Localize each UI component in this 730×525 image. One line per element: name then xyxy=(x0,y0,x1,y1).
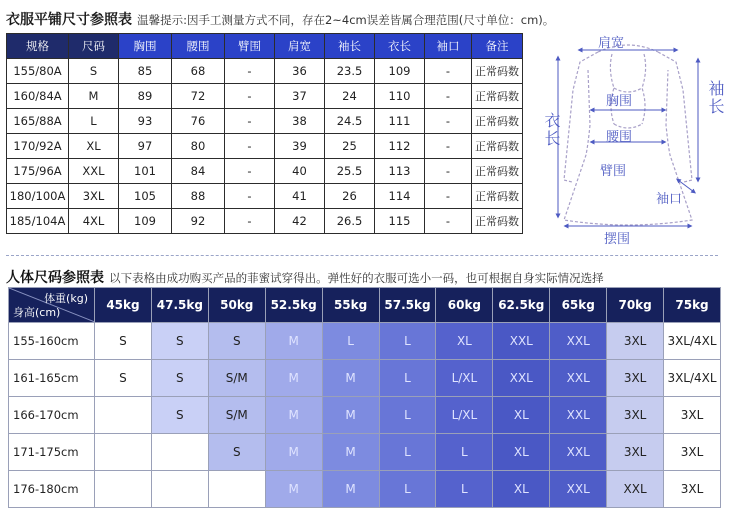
size-recommendation-cell: S xyxy=(208,434,265,471)
size-cell: 109 xyxy=(119,209,172,234)
size-cell: S xyxy=(69,59,119,84)
size-chart-table xyxy=(6,33,523,234)
arm-label: 臂围 xyxy=(600,164,627,179)
size-recommendation-cell xyxy=(95,397,152,434)
size-recommendation-cell: 3XL xyxy=(664,434,721,471)
size-recommendation-cell: M xyxy=(265,360,322,397)
size-cell: M xyxy=(69,84,119,109)
size-cell: 80 xyxy=(172,134,225,159)
size-header-cell: 尺码 xyxy=(69,34,119,59)
size-cell: 185/104A xyxy=(7,209,69,234)
size-recommendation-cell: M xyxy=(265,397,322,434)
table-row xyxy=(7,134,523,159)
weight-header-cell: 45kg xyxy=(95,288,152,323)
section-divider xyxy=(6,255,718,256)
size-cell: 155/80A xyxy=(7,59,69,84)
size-recommendation-cell: XL xyxy=(493,471,550,508)
size-cell: 165/88A xyxy=(7,109,69,134)
table-row xyxy=(7,109,523,134)
shoulder-label: 肩宽 xyxy=(598,36,625,51)
size-recommendation-cell: L xyxy=(379,397,436,434)
size-chart-body xyxy=(7,59,523,234)
hem-label: 摆围 xyxy=(604,232,631,247)
size-cell: 72 xyxy=(172,84,225,109)
size-cell: 113 xyxy=(375,159,425,184)
size-cell: 正常码数 xyxy=(472,159,523,184)
size-cell: - xyxy=(225,109,275,134)
size-recommendation-cell xyxy=(95,471,152,508)
size-chart-title: 衣服平铺尺寸参照表 xyxy=(6,12,132,28)
size-recommendation-cell: S xyxy=(208,323,265,360)
size-cell: 88 xyxy=(172,184,225,209)
size-recommendation-cell: XXL xyxy=(493,323,550,360)
size-cell: 正常码数 xyxy=(472,84,523,109)
sleeve-length-label: 袖长 xyxy=(706,80,725,116)
table-row xyxy=(7,209,523,234)
size-cell: 42 xyxy=(275,209,325,234)
size-cell: 180/100A xyxy=(7,184,69,209)
size-cell: 4XL xyxy=(69,209,119,234)
size-cell: 36 xyxy=(275,59,325,84)
size-recommendation-cell: M xyxy=(322,397,379,434)
corner-weight-label: 体重(kg) xyxy=(44,292,88,305)
size-recommendation-cell: L xyxy=(379,471,436,508)
size-recommendation-cell: L xyxy=(322,323,379,360)
table-row xyxy=(7,59,523,84)
table-row xyxy=(9,434,721,471)
size-cell: 38 xyxy=(275,109,325,134)
size-cell: 37 xyxy=(275,84,325,109)
weight-header-cell: 50kg xyxy=(208,288,265,323)
size-recommendation-cell: 3XL/4XL xyxy=(664,360,721,397)
size-recommendation-cell xyxy=(151,434,208,471)
weight-header-row xyxy=(9,288,721,323)
size-recommendation-cell: XXL xyxy=(550,471,607,508)
size-recommendation-cell: 3XL xyxy=(664,397,721,434)
table-row xyxy=(9,397,721,434)
size-cell: 24.5 xyxy=(325,109,375,134)
table-corner-cell xyxy=(9,288,95,323)
table-row xyxy=(9,471,721,508)
size-cell: 25.5 xyxy=(325,159,375,184)
size-cell: 170/92A xyxy=(7,134,69,159)
size-recommendation-cell: S xyxy=(151,323,208,360)
size-cell: 97 xyxy=(119,134,172,159)
height-range-cell: 176-180cm xyxy=(9,471,95,508)
size-cell: - xyxy=(425,184,472,209)
size-cell: - xyxy=(425,84,472,109)
size-cell: 160/84A xyxy=(7,84,69,109)
size-recommendation-cell: XL xyxy=(436,323,493,360)
size-recommendation-cell: 3XL xyxy=(607,397,664,434)
size-recommendation-cell xyxy=(151,471,208,508)
size-recommendation-cell: S xyxy=(151,360,208,397)
size-recommendation-cell: M xyxy=(265,471,322,508)
size-cell: 175/96A xyxy=(7,159,69,184)
size-recommendation-cell: XXL xyxy=(550,323,607,360)
table-row xyxy=(7,159,523,184)
size-recommendation-cell: XXL xyxy=(550,397,607,434)
size-cell: 39 xyxy=(275,134,325,159)
size-recommendation-cell: S xyxy=(95,323,152,360)
size-cell: - xyxy=(225,184,275,209)
height-range-cell: 155-160cm xyxy=(9,323,95,360)
size-cell: - xyxy=(425,59,472,84)
size-cell: 101 xyxy=(119,159,172,184)
size-cell: 89 xyxy=(119,84,172,109)
size-chart-title-row xyxy=(6,9,554,29)
size-recommendation-cell: S xyxy=(95,360,152,397)
size-cell: 105 xyxy=(119,184,172,209)
size-cell: 93 xyxy=(119,109,172,134)
size-cell: 正常码数 xyxy=(472,134,523,159)
size-recommendation-cell: XL xyxy=(493,434,550,471)
size-header-cell: 臂围 xyxy=(225,34,275,59)
size-cell: - xyxy=(425,109,472,134)
size-cell: 正常码数 xyxy=(472,109,523,134)
size-recommendation-cell: L/XL xyxy=(436,397,493,434)
weight-chart-note: 以下表格由成功购买产品的菲蜜试穿得出。弹性好的衣服可选小一码，也可根据自身实际情况选择 xyxy=(109,271,604,285)
chest-label: 胸围 xyxy=(606,94,633,109)
size-header-cell: 袖长 xyxy=(325,34,375,59)
size-cell: 112 xyxy=(375,134,425,159)
weight-header-cell: 65kg xyxy=(550,288,607,323)
table-row xyxy=(9,323,721,360)
size-cell: 111 xyxy=(375,109,425,134)
size-cell: 84 xyxy=(172,159,225,184)
size-chart-header-row xyxy=(7,34,523,59)
size-cell: 76 xyxy=(172,109,225,134)
size-recommendation-cell: XXL xyxy=(493,360,550,397)
size-recommendation-cell: M xyxy=(265,323,322,360)
weight-header-cell: 60kg xyxy=(436,288,493,323)
size-recommendation-cell: L xyxy=(436,434,493,471)
weight-header-cell: 47.5kg xyxy=(151,288,208,323)
cuff-label: 袖口 xyxy=(656,192,683,207)
height-range-cell: 161-165cm xyxy=(9,360,95,397)
size-cell: XXL xyxy=(69,159,119,184)
table-row xyxy=(7,84,523,109)
size-recommendation-cell: 3XL xyxy=(607,434,664,471)
size-cell: - xyxy=(225,209,275,234)
size-recommendation-cell: 3XL xyxy=(607,323,664,360)
size-cell: - xyxy=(425,209,472,234)
size-cell: 68 xyxy=(172,59,225,84)
size-recommendation-cell: XXL xyxy=(550,434,607,471)
weight-table-body xyxy=(9,323,721,508)
size-recommendation-cell: S/M xyxy=(208,360,265,397)
size-cell: 正常码数 xyxy=(472,59,523,84)
size-recommendation-cell: M xyxy=(322,471,379,508)
size-recommendation-cell: XXL xyxy=(550,360,607,397)
size-recommendation-cell: L xyxy=(379,323,436,360)
size-recommendation-cell: S/M xyxy=(208,397,265,434)
weight-height-table xyxy=(8,287,721,508)
size-cell: 26.5 xyxy=(325,209,375,234)
size-cell: - xyxy=(225,59,275,84)
size-recommendation-cell xyxy=(208,471,265,508)
size-cell: 正常码数 xyxy=(472,209,523,234)
size-recommendation-cell: M xyxy=(322,360,379,397)
weight-header-cell: 57.5kg xyxy=(379,288,436,323)
size-cell: 25 xyxy=(325,134,375,159)
size-recommendation-cell: L xyxy=(436,471,493,508)
size-cell: 26 xyxy=(325,184,375,209)
size-cell: 41 xyxy=(275,184,325,209)
size-cell: 3XL xyxy=(69,184,119,209)
size-header-cell: 规格 xyxy=(7,34,69,59)
size-header-cell: 备注 xyxy=(472,34,523,59)
size-cell: XL xyxy=(69,134,119,159)
table-row xyxy=(7,184,523,209)
size-recommendation-cell: S xyxy=(151,397,208,434)
size-recommendation-cell: L xyxy=(379,360,436,397)
size-cell: 23.5 xyxy=(325,59,375,84)
size-cell: 109 xyxy=(375,59,425,84)
size-recommendation-cell: 3XL xyxy=(664,471,721,508)
size-cell: - xyxy=(225,159,275,184)
size-recommendation-cell: XXL xyxy=(607,471,664,508)
weight-header-cell: 75kg xyxy=(664,288,721,323)
size-header-cell: 腰围 xyxy=(172,34,225,59)
weight-chart-title: 人体尺码参照表 xyxy=(6,270,104,286)
height-range-cell: 171-175cm xyxy=(9,434,95,471)
size-recommendation-cell: XL xyxy=(493,397,550,434)
size-cell: 114 xyxy=(375,184,425,209)
size-cell: 24 xyxy=(325,84,375,109)
size-cell: 110 xyxy=(375,84,425,109)
size-chart-note: 温馨提示:因手工测量方式不同，存在2~4cm误差皆属合理范围(尺寸单位：cm)。 xyxy=(137,13,555,27)
size-cell: 40 xyxy=(275,159,325,184)
size-recommendation-cell: L/XL xyxy=(436,360,493,397)
size-recommendation-cell: M xyxy=(322,434,379,471)
size-header-cell: 胸围 xyxy=(119,34,172,59)
height-range-cell: 166-170cm xyxy=(9,397,95,434)
size-header-cell: 肩宽 xyxy=(275,34,325,59)
size-header-cell: 袖口 xyxy=(425,34,472,59)
size-header-cell: 衣长 xyxy=(375,34,425,59)
table-row xyxy=(9,360,721,397)
weight-header-cell: 55kg xyxy=(322,288,379,323)
length-label: 衣长 xyxy=(542,112,561,148)
corner-height-label: 身高(cm) xyxy=(13,306,61,319)
size-cell: 85 xyxy=(119,59,172,84)
size-cell: L xyxy=(69,109,119,134)
size-cell: - xyxy=(425,159,472,184)
size-cell: 115 xyxy=(375,209,425,234)
size-cell: - xyxy=(225,84,275,109)
size-recommendation-cell: M xyxy=(265,434,322,471)
waist-label: 腰围 xyxy=(606,130,633,145)
weight-header-cell: 52.5kg xyxy=(265,288,322,323)
size-recommendation-cell: L xyxy=(379,434,436,471)
size-recommendation-cell xyxy=(95,434,152,471)
size-cell: 正常码数 xyxy=(472,184,523,209)
weight-header-cell: 70kg xyxy=(607,288,664,323)
size-cell: 92 xyxy=(172,209,225,234)
size-cell: - xyxy=(425,134,472,159)
weight-header-cell: 62.5kg xyxy=(493,288,550,323)
size-cell: - xyxy=(225,134,275,159)
garment-diagram xyxy=(528,30,728,248)
size-recommendation-cell: 3XL xyxy=(607,360,664,397)
size-recommendation-cell: 3XL/4XL xyxy=(664,323,721,360)
weight-chart-title-row xyxy=(6,267,604,287)
